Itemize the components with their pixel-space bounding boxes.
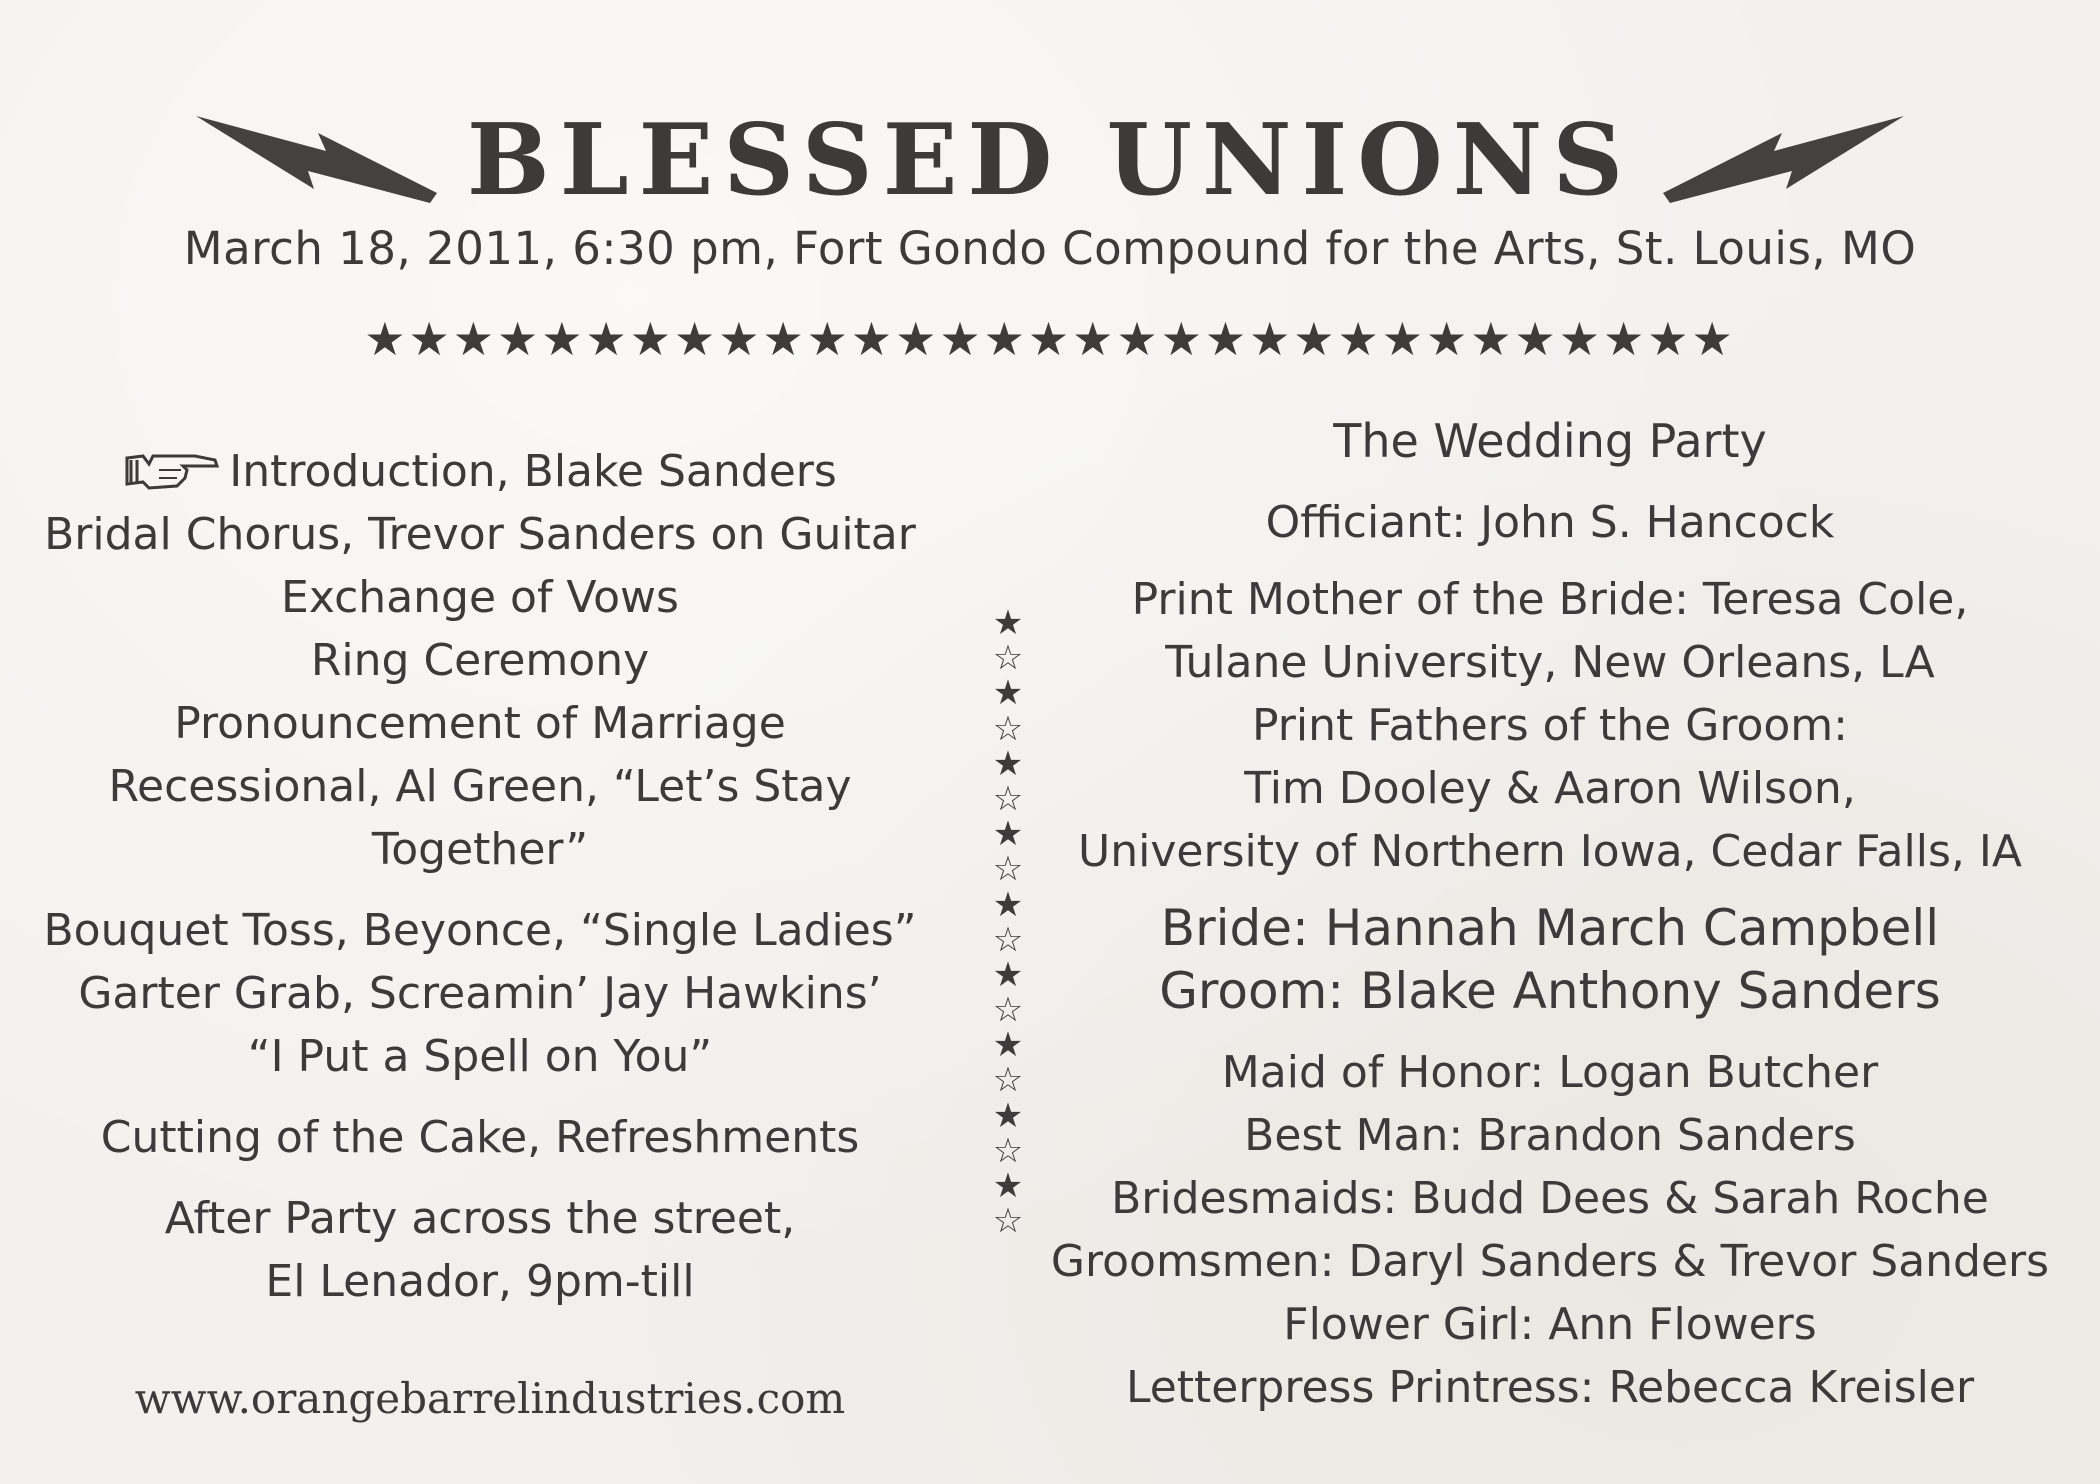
party-line: Tulane University, New Orleans, LA	[1165, 637, 1935, 688]
star-outline-icon: ☆	[992, 638, 1024, 679]
party-line: Bride: Hannah March Campbell	[1160, 899, 1940, 957]
spacer	[0, 1088, 960, 1106]
party-line: Best Man: Brandon Sanders	[1244, 1110, 1856, 1161]
star-outline-icon: ☆	[992, 708, 1024, 749]
program-item: Ring Ceremony	[310, 635, 650, 686]
star-icon: ★	[992, 673, 1024, 714]
star-icon: ★	[992, 1166, 1024, 1206]
star-icon: ★	[992, 743, 1024, 784]
star-rule-glyphs: ★★★★★★★★★★★★★★★★★★★★★★★★★★★★★★★	[364, 312, 1736, 366]
lightning-bolt-icon	[194, 113, 439, 208]
event-details: March 18, 2011, 6:30 pm, Fort Gondo Compound for the Arts, St. Louis, MO	[183, 222, 1917, 275]
party-line: Letterpress Printress: Rebecca Kreisler	[1125, 1362, 1975, 1413]
star-outline-icon: ☆	[992, 990, 1024, 1031]
party-line: Flower Girl: Ann Flowers	[1283, 1299, 1817, 1350]
program-list	[0, 440, 960, 1313]
star-outline-icon: ☆	[992, 919, 1024, 960]
party-line: University of Northern Iowa, Cedar Falls, IA	[1078, 826, 2022, 877]
star-outline-icon: ☆	[992, 849, 1024, 890]
star-icon: ★	[992, 954, 1024, 995]
program-item-label: Introduction, Blake Sanders	[229, 446, 837, 497]
website-link: www.orangebarrelindustries.com	[134, 1374, 846, 1423]
star-outline-icon: ☆	[992, 1201, 1024, 1242]
lightning-bolt-icon	[1661, 113, 1906, 208]
spacer	[1035, 1023, 2065, 1041]
party-line: Print Mother of the Bride: Teresa Cole,	[1131, 574, 1969, 625]
spacer	[0, 881, 960, 899]
program-item: El Lenador, 9pm-till	[265, 1256, 695, 1307]
star-icon: ★	[992, 884, 1024, 925]
party-line: Bridesmaids: Budd Dees & Sarah Roche	[1111, 1173, 1989, 1224]
pointing-hand-icon	[123, 448, 221, 492]
star-icon: ★	[992, 814, 1024, 855]
spacer	[1035, 554, 2065, 568]
star-icon: ★	[992, 1095, 1024, 1136]
section-heading: The Wedding Party	[1333, 414, 1767, 468]
program-item: Bouquet Toss, Beyonce, “Single Ladies”	[43, 905, 917, 956]
party-line: Print Fathers of the Groom:	[1252, 700, 1848, 751]
program-item: Cutting of the Cake, Refreshments	[100, 1112, 860, 1163]
program-item: “I Put a Spell on You”	[247, 1031, 713, 1082]
party-line: Groom: Blake Anthony Sanders	[1159, 962, 1941, 1020]
spacer	[1035, 883, 2065, 897]
star-rule	[0, 310, 2100, 368]
party-line: Maid of Honor: Logan Butcher	[1221, 1047, 1879, 1098]
star-outline-icon: ☆	[992, 1060, 1024, 1101]
program-item: Exchange of Vows	[281, 572, 679, 623]
program-item: Recessional, Al Green, “Let’s Stay	[108, 761, 852, 812]
program-item: Bridal Chorus, Trevor Sanders on Guitar	[44, 509, 916, 560]
title-banner	[0, 100, 2100, 220]
program-item: Together”	[371, 824, 589, 875]
program-item: Pronouncement of Marriage	[174, 698, 786, 749]
wedding-party-list	[1035, 410, 2065, 1419]
party-line: Groomsmen: Daryl Sanders & Trevor Sanders	[1050, 1236, 2050, 1287]
star-outline-icon: ☆	[992, 1130, 1024, 1171]
program-item: Garter Grab, Screamin’ Jay Hawkins’	[78, 968, 882, 1019]
program-item	[0, 440, 960, 503]
star-outline-icon: ☆	[992, 778, 1024, 819]
party-line: Tim Dooley & Aaron Wilson,	[1244, 763, 1856, 814]
star-column-divider	[983, 603, 1033, 1242]
page-title: BLESSED UNIONS	[466, 102, 1634, 218]
spacer	[0, 1169, 960, 1187]
spacer	[1035, 473, 2065, 491]
party-line: Officiant: John S. Hancock	[1265, 497, 1835, 548]
star-icon: ★	[992, 603, 1024, 643]
star-icon: ★	[992, 1025, 1024, 1066]
program-item: After Party across the street,	[164, 1193, 796, 1244]
